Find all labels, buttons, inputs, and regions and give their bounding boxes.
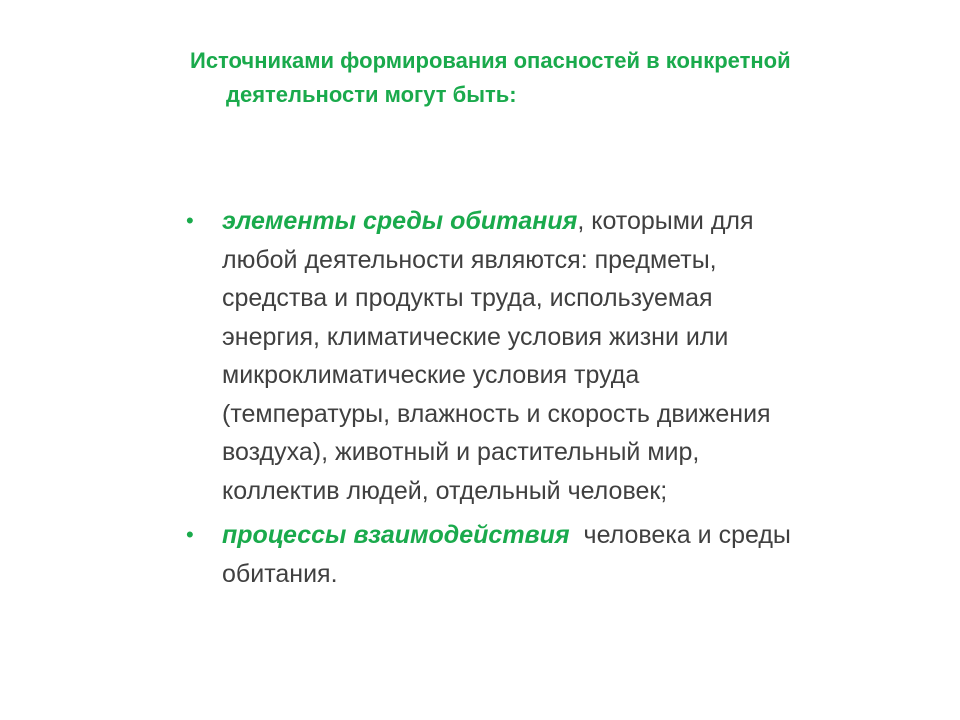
bullet-1-line-1: [222, 202, 886, 241]
bullet-1-line-8: коллектив людей, отдельный человек;: [222, 476, 668, 505]
bullet-1-line-5: микроклиматические условия труда: [222, 361, 640, 389]
slide-title: [190, 44, 910, 112]
title-line-1: Источниками формирования опасностей в конкретной: [190, 48, 791, 73]
bullet-1-line-6: (температуры, влажность и скорость движения: [222, 399, 771, 428]
bullet-1-line-7: воздуха), животный и растительный мир,: [222, 438, 700, 466]
bullet-1-line-4: энергия, климатические условия жизни или: [222, 322, 729, 351]
bullet-list: [186, 202, 886, 599]
bullet-item-interaction-processes: [186, 516, 886, 593]
bullet-2-line-1: [222, 516, 886, 555]
bullet-2-line-2: обитания.: [222, 559, 338, 588]
bullet-dot-icon: •: [186, 522, 194, 547]
bullet-item-environment-elements: [186, 202, 886, 510]
bullet-1-line-3: средства и продукты труда, используемая: [222, 284, 713, 312]
bullet-2-accent: процессы взаимодействия: [222, 521, 570, 549]
bullet-dot-icon: •: [186, 208, 194, 233]
bullet-2-text-1: человека и среды: [569, 521, 791, 549]
bullet-1-accent: элементы среды обитания: [222, 207, 578, 235]
bullet-1-line-2: любой деятельности являются: предметы,: [222, 245, 717, 274]
bullet-1-text-1: , которыми для: [577, 207, 754, 235]
title-line-2: деятельности могут быть:: [226, 82, 517, 107]
